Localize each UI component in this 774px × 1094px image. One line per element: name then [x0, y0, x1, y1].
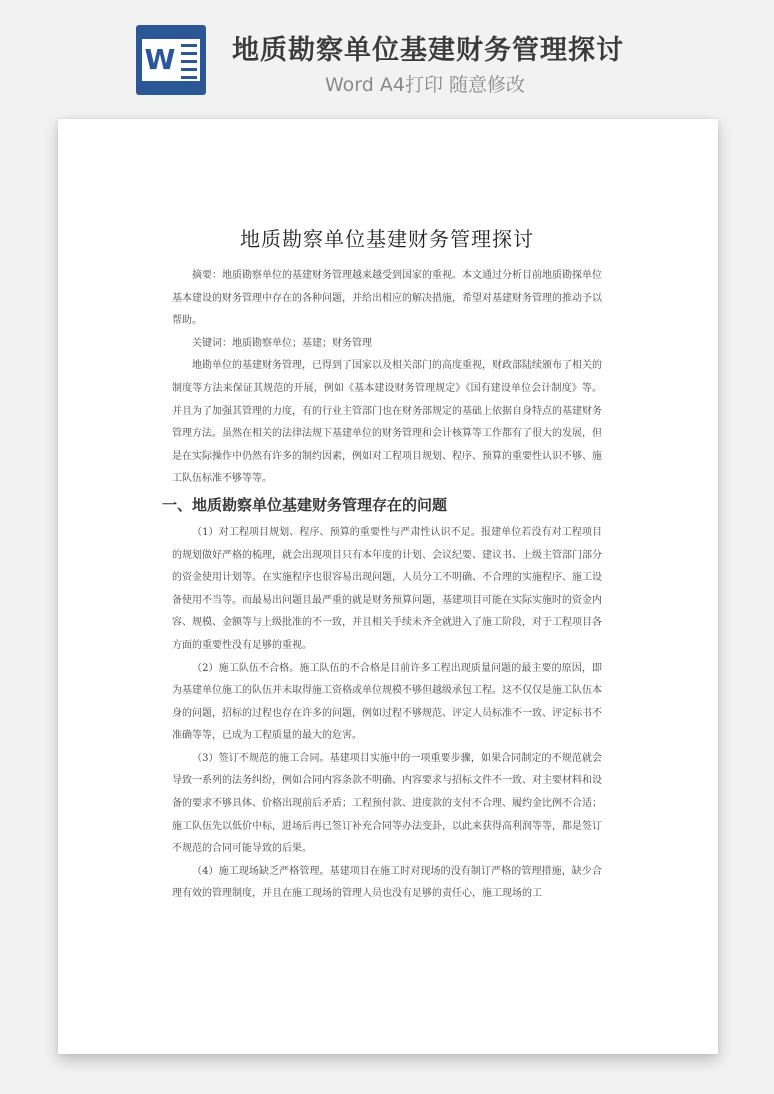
body-paragraph-1: （1）对工程项目规划、程序、预算的重要性与严肃性认识不足。报建单位若没有对工程项目的规划做好严格的梳理，就会出现项目只有本年度的计划、会议纪要、建议书、上级主管部门部分的资金使用计划等。在实施程序也很容易出现问题，人员分工不明确、不合理的实施程序、施工设备使用不当等。而最易出问题且最严重的就是财务预算问题，基建项目可能在实际实施时的资金内容、规模、金额等与上级批准的不一致，并且相关手续未齐全就进入了施工阶段，对于工程项目各方面的重要性没有足够的重视。	[172, 526, 602, 651]
body-paragraph-2: （2）施工队伍不合格。施工队伍的不合格是目前许多工程出现质量问题的最主要的原因，即为基建单位施工的队伍并未取得施工资格或单位规模不够但越级承包工程。这不仅仅是施工队伍本身的问题，招标的过程也存在许多的问题，例如过程不够规范、评定人员标准不一致、评定标书不准确等等，已成为工程质量的最大的危害。	[172, 662, 602, 742]
body-paragraph-4: （4）施工现场缺乏严格管理。基建项目在施工时对现场的没有制订严格的管理措施，缺少合理有效的管理制度，并且在施工现场的管理人员也没有足够的责任心，施工现场的工	[172, 865, 602, 900]
word-icon-lines	[178, 39, 200, 81]
word-icon-letter: W	[142, 39, 178, 81]
document-content	[162, 225, 602, 906]
banner-title: 地质勘察单位基建财务管理探讨	[232, 35, 624, 66]
banner	[0, 0, 774, 118]
document-page	[58, 119, 718, 1054]
intro-paragraph: 地勘单位的基建财务管理，已得到了国家以及相关部门的高度重视，财政部陆续颁布了相关的制度等方法来保证其规范的开展，例如《基本建设财务管理规定》《国有建设单位会计制度》等。并且为了加强其管理的力度，有的行业主管部门也在财务部规定的基础上依据自身特点的基建财务管理方法。虽然在相关的法律法规下基建单位的财务管理和会计核算等工作都有了很大的发展，但是在实际操作中仍然有许多的制约因素，例如对工程项目规划、程序、预算的重要性认识不够、施工队伍标准不够等等。	[172, 360, 602, 485]
word-document-icon	[136, 25, 206, 95]
keywords-paragraph: 关键词：地质勘察单位；基建；财务管理	[192, 337, 372, 349]
banner-subtitle: Word A4打印 随意修改	[325, 74, 526, 96]
section-heading: 一、地质勘察单位基建财务管理存在的问题	[162, 495, 448, 514]
body-paragraph-3: （3）签订不规范的施工合同。基建项目实施中的一项重要步骤，如果合同制定的不规范就会导致一系列的法务纠纷，例如合同内容条款不明确、内容要求与招标文件不一致、对主要材料和设备的要求不够具体、价格出现前后矛盾；工程预付款、进度款的支付不合理、履约金比例不合适；施工队伍先以低价中标，进场后再已签订补充合同等办法变卦，以此来获得高利润等等，都是签订不规范的合同可能导致的后果。	[172, 752, 602, 855]
abstract-paragraph: 摘要：地质勘察单位的基建财务管理越来越受到国家的重视。本文通过分析目前地质勘探单位基本建设的财务管理中存在的各种问题，并给出相应的解决措施，希望对基建财务管理的推动予以帮助。	[172, 270, 602, 327]
document-title: 地质勘察单位基建财务管理探讨	[240, 227, 534, 251]
